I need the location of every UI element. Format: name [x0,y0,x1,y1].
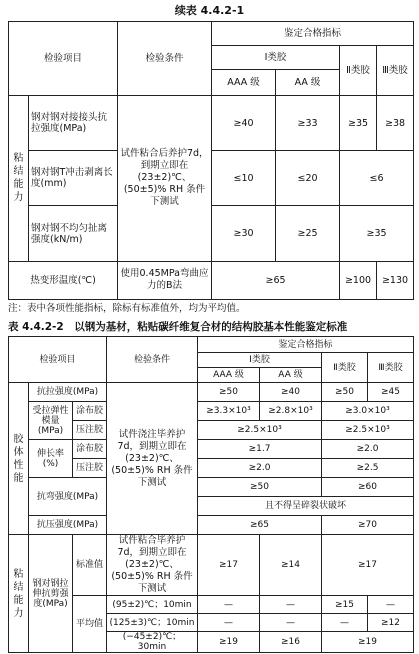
t2-avg-r2-aa: — [260,614,322,632]
t2-group-bond [9,535,29,653]
t2-head-index: 鉴定合格指标 [198,337,414,353]
t2-avg-r3-c23: ≥19 [322,632,414,653]
t2-elong-brush-c23: ≥2.0 [322,440,414,459]
t2-head-aaa: AAA 级 [198,368,260,383]
t2-avg-r3-aa: ≥16 [260,632,322,653]
t1-heat-c2: ≥100 [340,261,377,299]
t2-avg-r2-aaa: — [198,614,260,632]
t2-modulus-press-c23: ≥2.5×10³ [322,421,414,440]
t2-bend-c1: ≥50 [198,478,322,497]
t2-shear-std-aaa: ≥17 [198,535,260,596]
t2-head-item: 检验项目 [9,337,107,383]
t1-heat-c1: ≥65 [212,261,340,299]
t2-head-aa: AA 级 [260,368,322,383]
t1-heat-cond: 使用0.45MPa弯曲应力的B法 [118,261,212,299]
t2-avg-r1-aaa: — [198,596,260,614]
t1-row2-aa: ≤20 [276,151,340,206]
table1-caption: 续表 4.4.2-1 [174,4,245,17]
t1-row1-aaa: ≥40 [212,96,276,151]
t2-modulus-brush-sub: 涂布胶 [73,402,107,421]
table1 [8,21,414,300]
t2-elong-press-c23: ≥2.5 [322,459,414,478]
t2-avg-r1-c3: — [368,596,414,614]
t2-modulus-press-sub: 压注胶 [73,421,107,440]
t2-modulus-item: 受拉弹性模量(MPa) [29,402,73,440]
t2-shear-std-aa: ≥14 [260,535,322,596]
t2-group-colloid [9,383,29,535]
t2-avg-r2-c3: ≥12 [368,614,414,632]
t1-row3-aaa: ≥30 [212,206,276,261]
t2-bend-c23: ≥60 [322,478,414,497]
t1-head-aa: AA 级 [276,69,340,95]
t2-modulus-press-c1: ≥2.5×10³ [198,421,322,440]
t2-group-bond-text: 粘 结 能 力 [13,568,24,619]
table2-caption: 表 4.4.2-2 以钢为基材，粘贴碳纤维复合材的结构胶基本性能鉴定标准 [8,321,348,333]
t1-head-cond: 检验条件 [118,22,212,96]
t1-head-class1: Ⅰ类胶 [212,45,340,69]
t2-avg-r3-aaa: ≥19 [198,632,260,653]
table2 [8,336,414,653]
t2-cond-bond: 试件粘合毕养护7d，到期立即在(23±2)℃、(50±5)% RH 条件下测试 [107,535,198,596]
t1-group-bond [9,96,29,261]
t2-bend-extra: 且不得呈碎裂状破坏 [198,497,414,516]
t2-modulus-brush-c23: ≥3.0×10³ [322,402,414,421]
t2-avg-r2-c2: — [322,614,368,632]
t2-elong-brush-c1: ≥1.7 [198,440,322,459]
t1-row1-item: 钢对钢对接接头抗拉强度(MPa) [29,96,118,151]
t2-compress-item: 抗压强度(MPa) [29,516,107,535]
t1-row2-aaa: ≤10 [212,151,276,206]
t1-head-class2: Ⅱ类胶 [340,45,377,95]
t2-modulus-brush-aaa: ≥3.3×10³ [198,402,260,421]
t2-cond-colloid: 试件浇注毕养护7d，到期立即在(23±2)℃、(50±5)% RH 条件下测试 [107,383,198,535]
t1-row2-c23: ≤6 [340,151,414,206]
t2-elong-item: 伸长率(%) [29,440,73,478]
t2-group-colloid-text: 胶 体 性 能 [13,433,24,484]
t1-cond-bond: 试件粘合后养护7d，到期立即在(23±2)℃、(50±5)% RH 条件下测试 [118,96,212,261]
t1-row3-c23: ≥35 [340,206,414,261]
t1-head-item: 检验项目 [9,22,118,96]
t1-row3-aa: ≥25 [276,206,340,261]
table1-note: 注：表中各项性能指标，除标有标准值外，均为平均值。 [8,303,246,314]
t2-avg-r1-cond: (95±2)℃；10min [107,596,198,614]
t2-modulus-brush-aa: ≥2.8×10³ [260,402,322,421]
t2-compress-c23: ≥70 [322,516,414,535]
t2-elong-press-c1: ≥2.0 [198,459,322,478]
t1-row1-aa: ≥33 [276,96,340,151]
t1-head-aaa: AAA 级 [212,69,276,95]
t2-head-class2: Ⅱ类胶 [322,353,368,383]
t2-elong-press-sub: 压注胶 [73,459,107,478]
t2-compress-c1: ≥65 [198,516,322,535]
t2-avg-r3-cond: (−45±2)℃；30min [107,632,198,653]
t2-tensile-c2: ≥50 [322,383,368,402]
t2-head-class3: Ⅲ类胶 [368,353,414,383]
t2-tensile-c3: ≥45 [368,383,414,402]
t2-tensile-aaa: ≥50 [198,383,260,402]
t1-group-bond-text: 粘 结 能 力 [13,153,24,204]
t1-row1-c2: ≥35 [340,96,377,151]
t1-row1-c3: ≥38 [377,96,414,151]
t2-tensile-item: 抗拉强度(MPa) [29,383,107,402]
t2-shear-item: 钢对钢拉伸抗剪强度(MPa) [29,535,73,653]
t2-elong-brush-sub: 涂布胶 [73,440,107,459]
t1-heat-c3: ≥130 [377,261,414,299]
t2-head-cond: 检验条件 [107,337,198,383]
t1-row3-item: 钢对钢不均匀扯离强度(kN/m) [29,206,118,261]
t2-avg-r1-aa: — [260,596,322,614]
t2-bend-item: 抗弯强度(MPa) [29,478,107,516]
t1-head-class3: Ⅲ类胶 [377,45,414,95]
t1-heat-item: 热变形温度(℃) [9,261,118,299]
t2-tensile-aa: ≥40 [260,383,322,402]
t1-head-index: 鉴定合格指标 [212,22,414,46]
t2-head-class1: Ⅰ类胶 [198,353,322,368]
t2-avg-r2-cond: (125±3)℃；10min [107,614,198,632]
t2-shear-avg-sub: 平均值 [73,596,107,653]
t1-row2-item: 钢对钢T冲击剥离长度(mm) [29,151,118,206]
t2-shear-std-sub: 标准值 [73,535,107,596]
t2-shear-std-c23: ≥17 [322,535,414,596]
t2-avg-r1-c2: ≥15 [322,596,368,614]
